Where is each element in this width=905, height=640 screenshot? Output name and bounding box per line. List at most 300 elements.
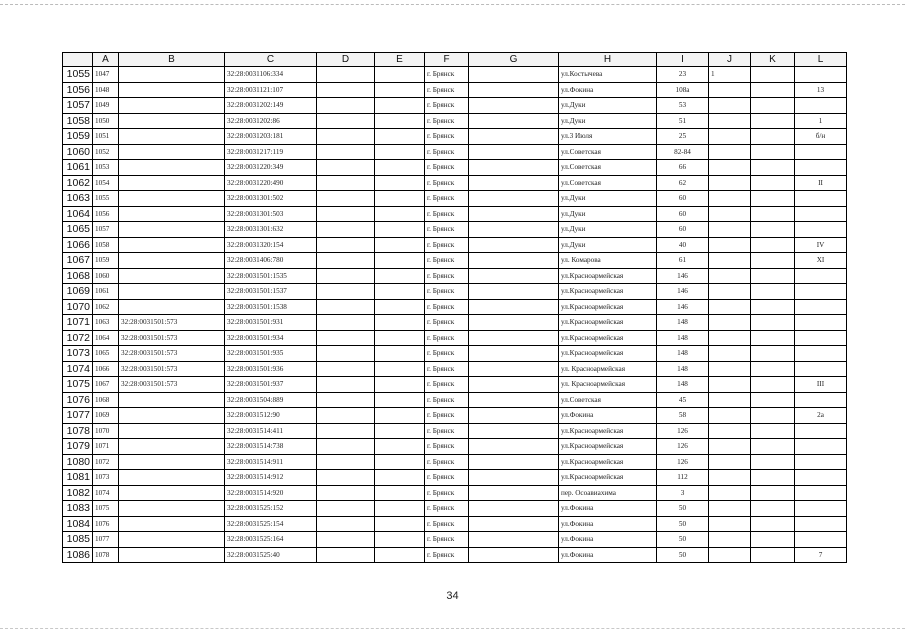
- cell-k[interactable]: [751, 315, 795, 331]
- cell-g[interactable]: [469, 532, 559, 548]
- cell-a[interactable]: 1056: [93, 206, 119, 222]
- cell-k[interactable]: [751, 377, 795, 393]
- cell-g[interactable]: [469, 284, 559, 300]
- cell-e[interactable]: [375, 175, 425, 191]
- cell-h[interactable]: пер. Осоавиахима: [559, 485, 657, 501]
- column-header-a[interactable]: A: [93, 53, 119, 67]
- cell-i[interactable]: 50: [657, 547, 709, 563]
- cell-k[interactable]: [751, 299, 795, 315]
- cell-g[interactable]: [469, 315, 559, 331]
- cell-j[interactable]: [709, 454, 751, 470]
- row-number[interactable]: 1069: [63, 284, 93, 300]
- column-header-d[interactable]: D: [317, 53, 375, 67]
- cell-e[interactable]: [375, 299, 425, 315]
- cell-a[interactable]: 1051: [93, 129, 119, 145]
- cell-e[interactable]: [375, 284, 425, 300]
- cell-f[interactable]: г. Брянск: [425, 82, 469, 98]
- cell-a[interactable]: 1052: [93, 144, 119, 160]
- cell-l[interactable]: [795, 315, 847, 331]
- cell-a[interactable]: 1064: [93, 330, 119, 346]
- cell-g[interactable]: [469, 160, 559, 176]
- cell-d[interactable]: [317, 408, 375, 424]
- column-header-k[interactable]: K: [751, 53, 795, 67]
- cell-k[interactable]: [751, 346, 795, 362]
- cell-h[interactable]: ул.Костычева: [559, 67, 657, 83]
- row-number[interactable]: 1072: [63, 330, 93, 346]
- cell-l[interactable]: [795, 160, 847, 176]
- cell-b[interactable]: [119, 222, 225, 238]
- cell-i[interactable]: 3: [657, 485, 709, 501]
- column-header-i[interactable]: I: [657, 53, 709, 67]
- cell-c[interactable]: 32:28:0031320:154: [225, 237, 317, 253]
- cell-d[interactable]: [317, 330, 375, 346]
- cell-k[interactable]: [751, 191, 795, 207]
- cell-l[interactable]: 2а: [795, 408, 847, 424]
- cell-a[interactable]: 1072: [93, 454, 119, 470]
- row-number[interactable]: 1061: [63, 160, 93, 176]
- cell-c[interactable]: 32:28:0031501:934: [225, 330, 317, 346]
- cell-j[interactable]: [709, 346, 751, 362]
- cell-h[interactable]: ул.Красноармейская: [559, 268, 657, 284]
- row-number[interactable]: 1085: [63, 532, 93, 548]
- cell-l[interactable]: II: [795, 175, 847, 191]
- row-number[interactable]: 1084: [63, 516, 93, 532]
- cell-f[interactable]: г. Брянск: [425, 454, 469, 470]
- cell-j[interactable]: [709, 160, 751, 176]
- cell-b[interactable]: [119, 284, 225, 300]
- cell-f[interactable]: г. Брянск: [425, 160, 469, 176]
- cell-i[interactable]: 60: [657, 191, 709, 207]
- cell-a[interactable]: 1054: [93, 175, 119, 191]
- cell-l[interactable]: б/н: [795, 129, 847, 145]
- column-header-h[interactable]: H: [559, 53, 657, 67]
- cell-h[interactable]: ул.Фокина: [559, 547, 657, 563]
- cell-f[interactable]: г. Брянск: [425, 98, 469, 114]
- cell-l[interactable]: 7: [795, 547, 847, 563]
- cell-k[interactable]: [751, 423, 795, 439]
- cell-f[interactable]: г. Брянск: [425, 284, 469, 300]
- cell-b[interactable]: [119, 392, 225, 408]
- cell-e[interactable]: [375, 82, 425, 98]
- cell-k[interactable]: [751, 361, 795, 377]
- cell-b[interactable]: [119, 299, 225, 315]
- cell-c[interactable]: 32:28:0031501:937: [225, 377, 317, 393]
- row-number[interactable]: 1077: [63, 408, 93, 424]
- cell-j[interactable]: [709, 501, 751, 517]
- row-number[interactable]: 1086: [63, 547, 93, 563]
- row-number[interactable]: 1071: [63, 315, 93, 331]
- cell-g[interactable]: [469, 501, 559, 517]
- cell-c[interactable]: 32:28:0031202:86: [225, 113, 317, 129]
- cell-c[interactable]: 32:28:0031501:1538: [225, 299, 317, 315]
- row-number[interactable]: 1060: [63, 144, 93, 160]
- cell-i[interactable]: 62: [657, 175, 709, 191]
- cell-f[interactable]: г. Брянск: [425, 330, 469, 346]
- cell-a[interactable]: 1068: [93, 392, 119, 408]
- cell-j[interactable]: [709, 191, 751, 207]
- cell-d[interactable]: [317, 144, 375, 160]
- cell-c[interactable]: 32:28:0031501:1537: [225, 284, 317, 300]
- cell-a[interactable]: 1066: [93, 361, 119, 377]
- cell-c[interactable]: 32:28:0031525:152: [225, 501, 317, 517]
- row-number[interactable]: 1080: [63, 454, 93, 470]
- cell-e[interactable]: [375, 423, 425, 439]
- cell-g[interactable]: [469, 144, 559, 160]
- cell-c[interactable]: 32:28:0031501:935: [225, 346, 317, 362]
- cell-c[interactable]: 32:28:0031217:119: [225, 144, 317, 160]
- cell-b[interactable]: [119, 470, 225, 486]
- cell-c[interactable]: 32:28:0031220:490: [225, 175, 317, 191]
- cell-l[interactable]: [795, 299, 847, 315]
- row-number[interactable]: 1074: [63, 361, 93, 377]
- cell-e[interactable]: [375, 547, 425, 563]
- cell-d[interactable]: [317, 98, 375, 114]
- cell-i[interactable]: 108а: [657, 82, 709, 98]
- cell-b[interactable]: [119, 113, 225, 129]
- cell-f[interactable]: г. Брянск: [425, 144, 469, 160]
- cell-l[interactable]: XI: [795, 253, 847, 269]
- cell-f[interactable]: г. Брянск: [425, 485, 469, 501]
- cell-d[interactable]: [317, 222, 375, 238]
- row-number[interactable]: 1070: [63, 299, 93, 315]
- cell-a[interactable]: 1059: [93, 253, 119, 269]
- cell-h[interactable]: ул.Красноармейская: [559, 284, 657, 300]
- cell-h[interactable]: ул.3 Июля: [559, 129, 657, 145]
- cell-k[interactable]: [751, 485, 795, 501]
- cell-b[interactable]: [119, 501, 225, 517]
- cell-b[interactable]: 32:28:0031501:573: [119, 315, 225, 331]
- cell-j[interactable]: [709, 377, 751, 393]
- cell-b[interactable]: [119, 191, 225, 207]
- cell-j[interactable]: [709, 175, 751, 191]
- row-number[interactable]: 1055: [63, 67, 93, 83]
- cell-l[interactable]: [795, 423, 847, 439]
- cell-f[interactable]: г. Брянск: [425, 532, 469, 548]
- cell-h[interactable]: ул.Фокина: [559, 82, 657, 98]
- cell-i[interactable]: 112: [657, 470, 709, 486]
- cell-c[interactable]: 32:28:0031514:738: [225, 439, 317, 455]
- cell-d[interactable]: [317, 299, 375, 315]
- cell-b[interactable]: [119, 547, 225, 563]
- cell-j[interactable]: [709, 253, 751, 269]
- cell-i[interactable]: 148: [657, 377, 709, 393]
- cell-c[interactable]: 32:28:0031301:632: [225, 222, 317, 238]
- cell-a[interactable]: 1076: [93, 516, 119, 532]
- cell-k[interactable]: [751, 547, 795, 563]
- cell-j[interactable]: [709, 237, 751, 253]
- cell-g[interactable]: [469, 206, 559, 222]
- cell-c[interactable]: 32:28:0031514:912: [225, 470, 317, 486]
- cell-g[interactable]: [469, 330, 559, 346]
- cell-j[interactable]: [709, 547, 751, 563]
- cell-j[interactable]: [709, 299, 751, 315]
- cell-k[interactable]: [751, 175, 795, 191]
- cell-i[interactable]: 82-84: [657, 144, 709, 160]
- row-number[interactable]: 1067: [63, 253, 93, 269]
- cell-j[interactable]: [709, 206, 751, 222]
- cell-g[interactable]: [469, 547, 559, 563]
- cell-h[interactable]: ул.Фокина: [559, 501, 657, 517]
- cell-a[interactable]: 1073: [93, 470, 119, 486]
- cell-c[interactable]: 32:28:0031301:503: [225, 206, 317, 222]
- row-number[interactable]: 1075: [63, 377, 93, 393]
- cell-e[interactable]: [375, 253, 425, 269]
- cell-j[interactable]: [709, 423, 751, 439]
- cell-j[interactable]: [709, 98, 751, 114]
- cell-l[interactable]: [795, 392, 847, 408]
- row-number[interactable]: 1073: [63, 346, 93, 362]
- cell-f[interactable]: г. Брянск: [425, 377, 469, 393]
- cell-h[interactable]: ул.Фокина: [559, 532, 657, 548]
- cell-i[interactable]: 146: [657, 268, 709, 284]
- cell-b[interactable]: [119, 532, 225, 548]
- row-number[interactable]: 1079: [63, 439, 93, 455]
- cell-d[interactable]: [317, 253, 375, 269]
- cell-h[interactable]: ул.Дуки: [559, 222, 657, 238]
- cell-g[interactable]: [469, 423, 559, 439]
- cell-h[interactable]: ул.Дуки: [559, 237, 657, 253]
- cell-i[interactable]: 40: [657, 237, 709, 253]
- cell-d[interactable]: [317, 547, 375, 563]
- cell-i[interactable]: 50: [657, 501, 709, 517]
- cell-l[interactable]: [795, 222, 847, 238]
- cell-c[interactable]: 32:28:0031106:334: [225, 67, 317, 83]
- cell-e[interactable]: [375, 485, 425, 501]
- cell-l[interactable]: IV: [795, 237, 847, 253]
- cell-g[interactable]: [469, 392, 559, 408]
- cell-g[interactable]: [469, 346, 559, 362]
- cell-k[interactable]: [751, 284, 795, 300]
- cell-a[interactable]: 1074: [93, 485, 119, 501]
- cell-k[interactable]: [751, 144, 795, 160]
- cell-c[interactable]: 32:28:0031301:502: [225, 191, 317, 207]
- cell-d[interactable]: [317, 454, 375, 470]
- cell-a[interactable]: 1060: [93, 268, 119, 284]
- cell-b[interactable]: [119, 144, 225, 160]
- cell-i[interactable]: 126: [657, 439, 709, 455]
- cell-i[interactable]: 25: [657, 129, 709, 145]
- cell-c[interactable]: 32:28:0031525:154: [225, 516, 317, 532]
- cell-j[interactable]: [709, 439, 751, 455]
- cell-a[interactable]: 1055: [93, 191, 119, 207]
- cell-g[interactable]: [469, 470, 559, 486]
- column-header-b[interactable]: B: [119, 53, 225, 67]
- cell-h[interactable]: ул. Комарова: [559, 253, 657, 269]
- cell-g[interactable]: [469, 222, 559, 238]
- cell-j[interactable]: [709, 222, 751, 238]
- row-number[interactable]: 1076: [63, 392, 93, 408]
- cell-b[interactable]: [119, 160, 225, 176]
- cell-i[interactable]: 45: [657, 392, 709, 408]
- cell-i[interactable]: 126: [657, 423, 709, 439]
- cell-e[interactable]: [375, 470, 425, 486]
- cell-l[interactable]: [795, 346, 847, 362]
- cell-h[interactable]: ул.Дуки: [559, 113, 657, 129]
- cell-b[interactable]: [119, 253, 225, 269]
- cell-d[interactable]: [317, 346, 375, 362]
- cell-e[interactable]: [375, 439, 425, 455]
- cell-f[interactable]: г. Брянск: [425, 501, 469, 517]
- cell-b[interactable]: [119, 67, 225, 83]
- row-number[interactable]: 1083: [63, 501, 93, 517]
- cell-l[interactable]: III: [795, 377, 847, 393]
- row-number[interactable]: 1082: [63, 485, 93, 501]
- cell-j[interactable]: [709, 408, 751, 424]
- cell-e[interactable]: [375, 222, 425, 238]
- cell-b[interactable]: [119, 129, 225, 145]
- cell-i[interactable]: 148: [657, 361, 709, 377]
- cell-j[interactable]: [709, 284, 751, 300]
- cell-j[interactable]: [709, 268, 751, 284]
- cell-l[interactable]: [795, 439, 847, 455]
- cell-l[interactable]: [795, 361, 847, 377]
- cell-f[interactable]: г. Брянск: [425, 392, 469, 408]
- row-number[interactable]: 1056: [63, 82, 93, 98]
- cell-d[interactable]: [317, 423, 375, 439]
- cell-g[interactable]: [469, 253, 559, 269]
- cell-h[interactable]: ул.Советская: [559, 175, 657, 191]
- cell-a[interactable]: 1057: [93, 222, 119, 238]
- cell-a[interactable]: 1071: [93, 439, 119, 455]
- row-number[interactable]: 1063: [63, 191, 93, 207]
- cell-h[interactable]: ул.Советская: [559, 144, 657, 160]
- cell-i[interactable]: 66: [657, 160, 709, 176]
- cell-g[interactable]: [469, 175, 559, 191]
- cell-d[interactable]: [317, 113, 375, 129]
- cell-a[interactable]: 1050: [93, 113, 119, 129]
- cell-g[interactable]: [469, 516, 559, 532]
- cell-c[interactable]: 32:28:0031525:40: [225, 547, 317, 563]
- cell-l[interactable]: [795, 98, 847, 114]
- cell-d[interactable]: [317, 485, 375, 501]
- cell-i[interactable]: 148: [657, 346, 709, 362]
- column-header-l[interactable]: L: [795, 53, 847, 67]
- cell-d[interactable]: [317, 67, 375, 83]
- cell-k[interactable]: [751, 532, 795, 548]
- cell-k[interactable]: [751, 392, 795, 408]
- cell-a[interactable]: 1063: [93, 315, 119, 331]
- cell-b[interactable]: [119, 237, 225, 253]
- cell-b[interactable]: [119, 485, 225, 501]
- cell-h[interactable]: ул.Фокина: [559, 516, 657, 532]
- cell-g[interactable]: [469, 361, 559, 377]
- cell-e[interactable]: [375, 361, 425, 377]
- row-number[interactable]: 1064: [63, 206, 93, 222]
- cell-f[interactable]: г. Брянск: [425, 547, 469, 563]
- cell-j[interactable]: [709, 144, 751, 160]
- cell-c[interactable]: 32:28:0031514:920: [225, 485, 317, 501]
- cell-h[interactable]: ул.Красноармейская: [559, 423, 657, 439]
- cell-d[interactable]: [317, 470, 375, 486]
- cell-l[interactable]: [795, 516, 847, 532]
- cell-d[interactable]: [317, 191, 375, 207]
- cell-l[interactable]: [795, 144, 847, 160]
- cell-d[interactable]: [317, 392, 375, 408]
- cell-h[interactable]: ул.Советская: [559, 160, 657, 176]
- cell-f[interactable]: г. Брянск: [425, 222, 469, 238]
- cell-g[interactable]: [469, 67, 559, 83]
- cell-i[interactable]: 146: [657, 284, 709, 300]
- cell-h[interactable]: ул.Дуки: [559, 206, 657, 222]
- cell-c[interactable]: 32:28:0031406:780: [225, 253, 317, 269]
- row-number[interactable]: 1081: [63, 470, 93, 486]
- cell-f[interactable]: г. Брянск: [425, 299, 469, 315]
- row-number[interactable]: 1066: [63, 237, 93, 253]
- cell-h[interactable]: ул.Советская: [559, 392, 657, 408]
- cell-d[interactable]: [317, 532, 375, 548]
- cell-d[interactable]: [317, 237, 375, 253]
- cell-k[interactable]: [751, 516, 795, 532]
- cell-d[interactable]: [317, 284, 375, 300]
- cell-k[interactable]: [751, 470, 795, 486]
- row-number[interactable]: 1068: [63, 268, 93, 284]
- column-header-c[interactable]: C: [225, 53, 317, 67]
- cell-e[interactable]: [375, 501, 425, 517]
- cell-j[interactable]: [709, 392, 751, 408]
- cell-a[interactable]: 1062: [93, 299, 119, 315]
- cell-k[interactable]: [751, 253, 795, 269]
- cell-l[interactable]: [795, 67, 847, 83]
- cell-i[interactable]: 61: [657, 253, 709, 269]
- cell-g[interactable]: [469, 268, 559, 284]
- cell-g[interactable]: [469, 377, 559, 393]
- cell-c[interactable]: 32:28:0031202:149: [225, 98, 317, 114]
- cell-k[interactable]: [751, 113, 795, 129]
- cell-k[interactable]: [751, 501, 795, 517]
- cell-a[interactable]: 1077: [93, 532, 119, 548]
- cell-i[interactable]: 60: [657, 222, 709, 238]
- cell-b[interactable]: [119, 175, 225, 191]
- cell-c[interactable]: 32:28:0031121:107: [225, 82, 317, 98]
- row-number[interactable]: 1059: [63, 129, 93, 145]
- cell-e[interactable]: [375, 346, 425, 362]
- cell-h[interactable]: ул.Дуки: [559, 98, 657, 114]
- cell-g[interactable]: [469, 439, 559, 455]
- cell-d[interactable]: [317, 439, 375, 455]
- cell-g[interactable]: [469, 485, 559, 501]
- cell-g[interactable]: [469, 191, 559, 207]
- cell-b[interactable]: [119, 454, 225, 470]
- cell-c[interactable]: 32:28:0031203:181: [225, 129, 317, 145]
- cell-c[interactable]: 32:28:0031501:1535: [225, 268, 317, 284]
- cell-c[interactable]: 32:28:0031514:411: [225, 423, 317, 439]
- cell-h[interactable]: ул.Красноармейская: [559, 346, 657, 362]
- cell-g[interactable]: [469, 82, 559, 98]
- cell-d[interactable]: [317, 516, 375, 532]
- cell-e[interactable]: [375, 315, 425, 331]
- cell-e[interactable]: [375, 237, 425, 253]
- cell-j[interactable]: [709, 129, 751, 145]
- cell-e[interactable]: [375, 408, 425, 424]
- cell-f[interactable]: г. Брянск: [425, 253, 469, 269]
- cell-i[interactable]: 50: [657, 516, 709, 532]
- cell-h[interactable]: ул.Дуки: [559, 191, 657, 207]
- cell-l[interactable]: [795, 330, 847, 346]
- cell-f[interactable]: г. Брянск: [425, 516, 469, 532]
- cell-e[interactable]: [375, 160, 425, 176]
- cell-f[interactable]: г. Брянск: [425, 315, 469, 331]
- cell-f[interactable]: г. Брянск: [425, 361, 469, 377]
- cell-h[interactable]: ул. Красноармейская: [559, 361, 657, 377]
- cell-f[interactable]: г. Брянск: [425, 408, 469, 424]
- row-number[interactable]: 1065: [63, 222, 93, 238]
- cell-d[interactable]: [317, 82, 375, 98]
- cell-f[interactable]: г. Брянск: [425, 439, 469, 455]
- cell-j[interactable]: [709, 470, 751, 486]
- cell-k[interactable]: [751, 160, 795, 176]
- cell-l[interactable]: [795, 470, 847, 486]
- cell-k[interactable]: [751, 454, 795, 470]
